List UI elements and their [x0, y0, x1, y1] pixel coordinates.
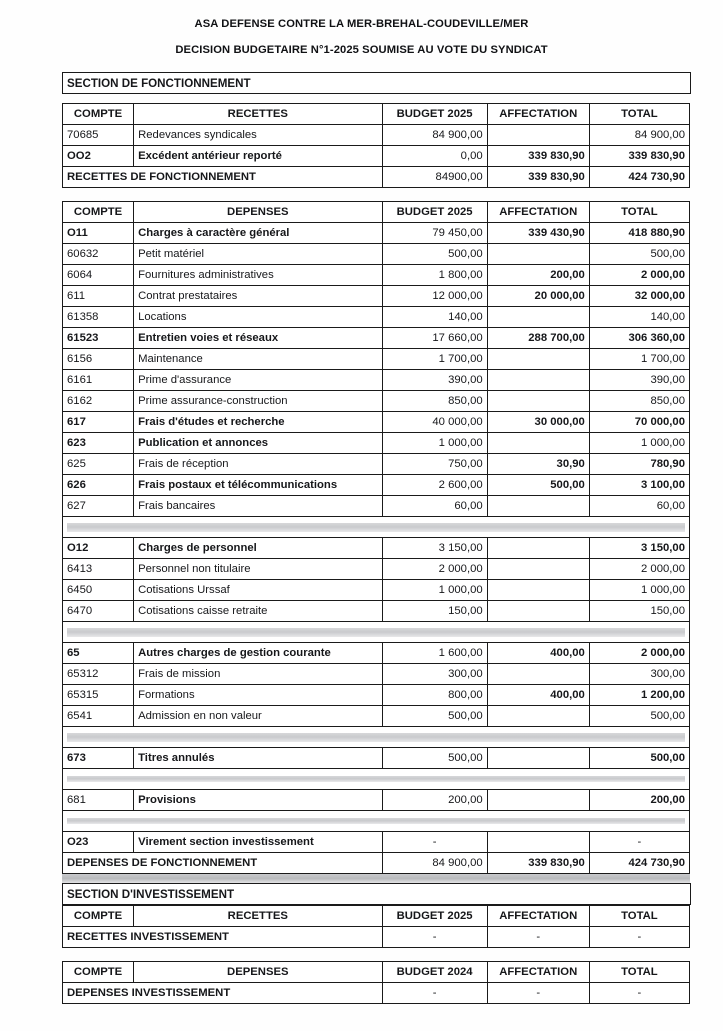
cell-compte: 60632 [63, 244, 134, 265]
cell-budget: - [382, 832, 487, 853]
cell-total-label: RECETTES DE FONCTIONNEMENT [63, 167, 383, 188]
cell-affectation [487, 580, 589, 601]
cell-label: Cotisations Urssaf [134, 580, 382, 601]
cell-total: 2 000,00 [589, 265, 689, 286]
group-separator [63, 727, 690, 748]
cell-compte: 673 [63, 748, 134, 769]
cell-label: Virement section investissement [134, 832, 382, 853]
cell-compte: 6156 [63, 349, 134, 370]
cell-total: 32 000,00 [589, 286, 689, 307]
cell-compte: 6470 [63, 601, 134, 622]
table-row [63, 223, 690, 244]
cell-compte: 611 [63, 286, 134, 307]
cell-total-affectation: - [487, 983, 589, 1004]
cell-budget: 40 000,00 [382, 412, 487, 433]
cell-budget: 200,00 [382, 790, 487, 811]
cell-budget: 2 600,00 [382, 475, 487, 496]
recettes-fonctionnement-table [62, 103, 690, 188]
cell-compte: 70685 [63, 125, 134, 146]
col-header-recettes: RECETTES [134, 104, 382, 125]
cell-total-affectation: 339 830,90 [487, 167, 589, 188]
cell-compte: 61358 [63, 307, 134, 328]
cell-label: Contrat prestataires [134, 286, 382, 307]
cell-affectation: 339 830,90 [487, 146, 589, 167]
table-row [63, 538, 690, 559]
table-row [63, 643, 690, 664]
cell-budget: 60,00 [382, 496, 487, 517]
table-row [63, 125, 690, 146]
cell-compte: O12 [63, 538, 134, 559]
section-fonctionnement-title: SECTION DE FONCTIONNEMENT [63, 73, 691, 94]
cell-label: Locations [134, 307, 382, 328]
col-header-total: TOTAL [589, 906, 689, 927]
table-row [63, 685, 690, 706]
cell-label: Petit matériel [134, 244, 382, 265]
cell-compte: O11 [63, 223, 134, 244]
cell-label: Personnel non titulaire [134, 559, 382, 580]
col-header-affectation: AFFECTATION [487, 962, 589, 983]
cell-total-total: 424 730,90 [589, 167, 689, 188]
col-header-compte: COMPTE [63, 104, 134, 125]
table-header-row [63, 202, 690, 223]
col-header-affectation: AFFECTATION [487, 104, 589, 125]
cell-total: 200,00 [589, 790, 689, 811]
cell-compte: 6541 [63, 706, 134, 727]
cell-total: 3 150,00 [589, 538, 689, 559]
table-header-row [63, 906, 690, 927]
cell-budget: 300,00 [382, 664, 487, 685]
cell-compte: 65315 [63, 685, 134, 706]
cell-affectation [487, 307, 589, 328]
table-row [63, 496, 690, 517]
depenses-fonctionnement-table [62, 201, 690, 874]
cell-label: Entretien voies et réseaux [134, 328, 382, 349]
cell-budget: 2 000,00 [382, 559, 487, 580]
table-total-row [63, 167, 690, 188]
cell-label: Titres annulés [134, 748, 382, 769]
cell-budget: 1 000,00 [382, 433, 487, 454]
cell-total-label: RECETTES INVESTISSEMENT [63, 927, 383, 948]
table-row [63, 265, 690, 286]
cell-compte: 6064 [63, 265, 134, 286]
cell-total-affectation: - [487, 927, 589, 948]
cell-label: Prime d'assurance [134, 370, 382, 391]
col-header-affectation: AFFECTATION [487, 906, 589, 927]
cell-label: Excédent antérieur reporté [134, 146, 382, 167]
table-total-row [63, 927, 690, 948]
page-subtitle: DECISION BUDGETAIRE N°1-2025 SOUMISE AU VOTE DU SYNDICAT [175, 44, 548, 56]
cell-label: Publication et annonces [134, 433, 382, 454]
col-header-total: TOTAL [589, 104, 689, 125]
cell-budget: 500,00 [382, 706, 487, 727]
cell-total-budget: - [382, 927, 487, 948]
table-row [63, 73, 691, 94]
spacer [62, 94, 690, 103]
depenses-investissement-table [62, 961, 690, 1004]
cell-budget: 500,00 [382, 244, 487, 265]
cell-total-total: - [589, 983, 689, 1004]
table-row [63, 580, 690, 601]
cell-label: Autres charges de gestion courante [134, 643, 382, 664]
col-header-total: TOTAL [589, 962, 689, 983]
col-header-budget: BUDGET 2025 [382, 202, 487, 223]
group-separator [63, 769, 690, 790]
cell-total: 500,00 [589, 706, 689, 727]
cell-compte: 6162 [63, 391, 134, 412]
cell-total: 70 000,00 [589, 412, 689, 433]
section-investissement-title: SECTION D'INVESTISSEMENT [63, 884, 691, 905]
cell-affectation [487, 706, 589, 727]
col-header-budget: BUDGET 2025 [382, 104, 487, 125]
col-header-budget: BUDGET 2025 [382, 906, 487, 927]
cell-compte: 617 [63, 412, 134, 433]
cell-budget: 17 660,00 [382, 328, 487, 349]
cell-total: 1 200,00 [589, 685, 689, 706]
section-investissement-title-table [62, 883, 691, 905]
cell-affectation [487, 832, 589, 853]
col-header-compte: COMPTE [63, 202, 134, 223]
cell-label: Provisions [134, 790, 382, 811]
cell-total-budget: - [382, 983, 487, 1004]
cell-compte: 681 [63, 790, 134, 811]
table-row [63, 349, 690, 370]
table-row [63, 601, 690, 622]
table-row [63, 884, 691, 905]
cell-affectation [487, 538, 589, 559]
cell-total-budget: 84900,00 [382, 167, 487, 188]
cell-affectation [487, 433, 589, 454]
cell-label: Cotisations caisse retraite [134, 601, 382, 622]
table-row [63, 391, 690, 412]
cell-budget: 84 900,00 [382, 125, 487, 146]
cell-budget: 150,00 [382, 601, 487, 622]
cell-total: 2 000,00 [589, 559, 689, 580]
cell-budget: 500,00 [382, 748, 487, 769]
col-header-compte: COMPTE [63, 906, 134, 927]
cell-budget: 390,00 [382, 370, 487, 391]
cell-label: Frais bancaires [134, 496, 382, 517]
cell-compte: 6161 [63, 370, 134, 391]
cell-compte: O23 [63, 832, 134, 853]
table-row [63, 706, 690, 727]
cell-total: - [589, 832, 689, 853]
section-fonctionnement-title-table [62, 72, 691, 94]
table-row [63, 433, 690, 454]
cell-budget: 79 450,00 [382, 223, 487, 244]
cell-label: Redevances syndicales [134, 125, 382, 146]
cell-label: Frais postaux et télécommunications [134, 475, 382, 496]
table-header-row [63, 104, 690, 125]
cell-affectation [487, 559, 589, 580]
cell-affectation [487, 391, 589, 412]
cell-compte: 626 [63, 475, 134, 496]
col-header-depenses: DEPENSES [134, 202, 382, 223]
spacer [62, 948, 690, 961]
table-row [63, 559, 690, 580]
table-total-row [63, 983, 690, 1004]
table-total-row [63, 853, 690, 874]
cell-affectation: 30 000,00 [487, 412, 589, 433]
cell-budget: 140,00 [382, 307, 487, 328]
cell-affectation [487, 370, 589, 391]
cell-total: 150,00 [589, 601, 689, 622]
cell-total-label: DEPENSES INVESTISSEMENT [63, 983, 383, 1004]
cell-affectation [487, 349, 589, 370]
cell-total: 306 360,00 [589, 328, 689, 349]
section-separator [62, 874, 690, 883]
cell-budget: 1 000,00 [382, 580, 487, 601]
cell-budget: 850,00 [382, 391, 487, 412]
cell-total: 84 900,00 [589, 125, 689, 146]
budget-sheet [62, 72, 690, 1004]
table-row [63, 307, 690, 328]
cell-total: 339 830,90 [589, 146, 689, 167]
cell-total: 2 000,00 [589, 643, 689, 664]
cell-label: Formations [134, 685, 382, 706]
cell-total: 1 000,00 [589, 433, 689, 454]
table-row [63, 370, 690, 391]
cell-label: Frais de mission [134, 664, 382, 685]
cell-affectation [487, 790, 589, 811]
cell-total: 140,00 [589, 307, 689, 328]
table-row [63, 790, 690, 811]
cell-total: 300,00 [589, 664, 689, 685]
cell-total-total: 424 730,90 [589, 853, 689, 874]
spacer [62, 188, 690, 201]
cell-label: Maintenance [134, 349, 382, 370]
cell-label: Charges de personnel [134, 538, 382, 559]
cell-affectation: 288 700,00 [487, 328, 589, 349]
cell-budget: 0,00 [382, 146, 487, 167]
cell-compte: 6450 [63, 580, 134, 601]
cell-budget: 750,00 [382, 454, 487, 475]
cell-affectation: 20 000,00 [487, 286, 589, 307]
cell-compte: 625 [63, 454, 134, 475]
cell-budget: 800,00 [382, 685, 487, 706]
cell-label: Admission en non valeur [134, 706, 382, 727]
table-row [63, 328, 690, 349]
table-row [63, 286, 690, 307]
cell-affectation: 30,90 [487, 454, 589, 475]
cell-label: Charges à caractère général [134, 223, 382, 244]
col-header-compte: COMPTE [63, 962, 134, 983]
recettes-investissement-table [62, 905, 690, 948]
table-row [63, 832, 690, 853]
cell-total: 3 100,00 [589, 475, 689, 496]
cell-total: 418 880,90 [589, 223, 689, 244]
cell-total: 500,00 [589, 244, 689, 265]
col-header-affectation: AFFECTATION [487, 202, 589, 223]
cell-affectation [487, 664, 589, 685]
cell-affectation [487, 601, 589, 622]
cell-affectation: 500,00 [487, 475, 589, 496]
group-separator [63, 622, 690, 643]
table-row [63, 244, 690, 265]
cell-affectation [487, 748, 589, 769]
cell-affectation [487, 496, 589, 517]
cell-compte: 61523 [63, 328, 134, 349]
document-header [0, 0, 723, 56]
cell-compte: 65312 [63, 664, 134, 685]
cell-budget: 12 000,00 [382, 286, 487, 307]
cell-label: Frais de réception [134, 454, 382, 475]
cell-affectation: 200,00 [487, 265, 589, 286]
cell-affectation: 339 430,90 [487, 223, 589, 244]
cell-compte: 623 [63, 433, 134, 454]
cell-budget: 1 600,00 [382, 643, 487, 664]
table-row [63, 454, 690, 475]
cell-label: Frais d'études et recherche [134, 412, 382, 433]
cell-total: 780,90 [589, 454, 689, 475]
col-header-depenses: DEPENSES [134, 962, 382, 983]
col-header-recettes: RECETTES [134, 906, 382, 927]
cell-total: 500,00 [589, 748, 689, 769]
cell-total: 850,00 [589, 391, 689, 412]
table-row [63, 146, 690, 167]
cell-total: 1 000,00 [589, 580, 689, 601]
cell-affectation [487, 244, 589, 265]
cell-compte: 627 [63, 496, 134, 517]
cell-budget: 1 800,00 [382, 265, 487, 286]
cell-affectation [487, 125, 589, 146]
group-separator [63, 517, 690, 538]
cell-compte: 65 [63, 643, 134, 664]
cell-total-total: - [589, 927, 689, 948]
cell-label: Fournitures administratives [134, 265, 382, 286]
cell-label: Prime assurance-construction [134, 391, 382, 412]
table-header-row [63, 962, 690, 983]
table-row [63, 748, 690, 769]
table-row [63, 412, 690, 433]
cell-total: 1 700,00 [589, 349, 689, 370]
cell-budget: 3 150,00 [382, 538, 487, 559]
cell-affectation: 400,00 [487, 643, 589, 664]
cell-total-label: DEPENSES DE FONCTIONNEMENT [63, 853, 383, 874]
cell-affectation: 400,00 [487, 685, 589, 706]
table-row [63, 475, 690, 496]
cell-budget: 1 700,00 [382, 349, 487, 370]
group-separator [63, 811, 690, 832]
table-row [63, 664, 690, 685]
cell-compte: OO2 [63, 146, 134, 167]
cell-compte: 6413 [63, 559, 134, 580]
cell-total-budget: 84 900,00 [382, 853, 487, 874]
col-header-budget: BUDGET 2024 [382, 962, 487, 983]
cell-total: 60,00 [589, 496, 689, 517]
col-header-total: TOTAL [589, 202, 689, 223]
cell-total-affectation: 339 830,90 [487, 853, 589, 874]
page-title: ASA DEFENSE CONTRE LA MER-BREHAL-COUDEVILLE/MER [194, 18, 529, 30]
cell-total: 390,00 [589, 370, 689, 391]
